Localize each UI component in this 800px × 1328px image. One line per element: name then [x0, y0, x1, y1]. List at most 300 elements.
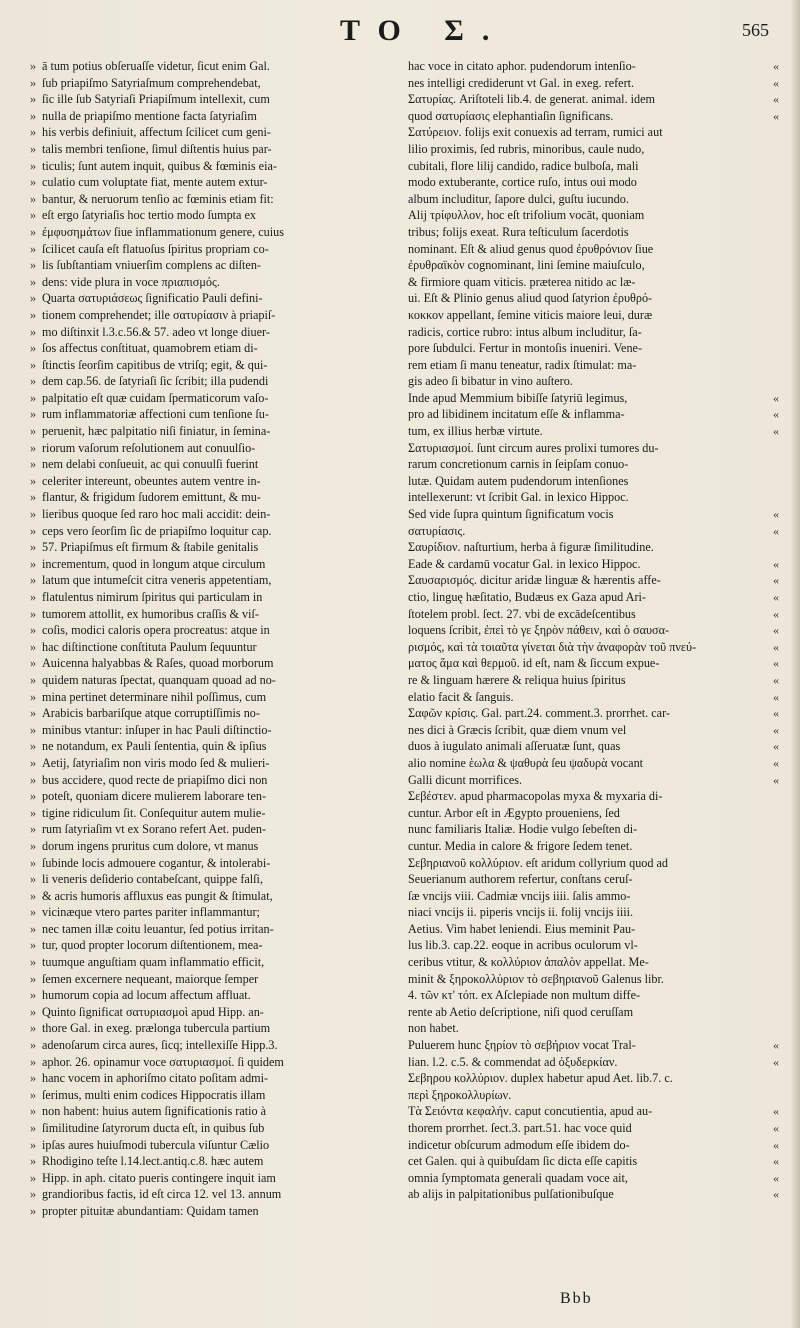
quote-mark: »	[30, 888, 37, 903]
text-line	[30, 423, 385, 440]
line-text: loquens ſcribit, ἐπεὶ τὸ γε ξηρὸν πάθειν, καὶ ὁ σαυσα-	[408, 623, 670, 638]
page-number: 565	[742, 20, 769, 40]
text-line	[408, 423, 766, 440]
line-text: σατυρίασις.	[408, 523, 466, 538]
line-text: ἐμφυσημάτων ſiue inflammationum genere, cuius	[42, 224, 284, 239]
text-line	[30, 622, 385, 639]
margin-mark: «	[773, 1121, 779, 1135]
text-line	[408, 622, 766, 639]
margin-mark: «	[773, 1154, 779, 1169]
page-edge-shadow	[790, 0, 800, 1328]
line-text: adenoſarum circa aures, ſicq; intellexiſſe Hipp.3.	[42, 1038, 278, 1053]
signature-mark: Bbb	[560, 1290, 593, 1307]
quote-mark: »	[30, 739, 37, 754]
text-line	[30, 75, 385, 92]
line-text: ἐρυθραϊκὸν cognominant, lini ſemine maiuſculo,	[408, 258, 645, 273]
line-text: 57. Priapiſmus eſt firmum & ſtabile genitalis	[42, 540, 259, 555]
text-line	[408, 655, 766, 672]
right-text-column	[408, 58, 766, 1203]
line-text: Sed vide ſupra quintum ſignificatum vocis	[408, 507, 614, 522]
line-text: ctio, linguę hæſitatio, Budæus ex Gaza apud Ari-	[408, 590, 646, 604]
text-line	[30, 1137, 385, 1154]
line-text: Inde apud Memmium bibiſſe ſatyriū legimus,	[408, 390, 628, 405]
quote-mark: »	[30, 822, 37, 837]
text-line	[408, 340, 766, 357]
text-line	[408, 738, 766, 755]
line-text: dens: vide plura in voce πριαπισμός.	[42, 274, 220, 289]
text-line	[30, 722, 385, 739]
line-text: nunc familiaris Italiæ. Hodie vulgo ſebeſten di-	[408, 822, 638, 837]
line-text: talis membri tenſione, ſimul diſtentis huius par-	[42, 141, 272, 156]
line-text: Quarta σατυριάσεως ſignificatio Pauli defini-	[42, 291, 263, 306]
quote-mark: »	[30, 374, 37, 389]
text-line	[408, 191, 766, 208]
quote-mark: »	[30, 224, 37, 239]
text-line	[408, 1120, 766, 1137]
line-text: coſis, modici caloris opera procreatus: atque in	[42, 623, 270, 638]
line-text: latum que intumeſcit citra veneris appetentiam,	[42, 573, 272, 588]
text-line	[30, 888, 385, 905]
quote-mark: »	[30, 457, 37, 472]
line-text: Quinto ſignificat σατυριασμοὶ apud Hipp. an-	[42, 1004, 264, 1019]
text-line	[408, 689, 766, 706]
margin-mark: «	[773, 556, 779, 571]
line-text: Hipp. in aph. citato pueris contingere inquit iam	[42, 1170, 276, 1185]
line-text: lis ſubſtantiam vniuerſim complens ac diſten-	[42, 258, 261, 273]
text-line	[30, 689, 385, 706]
line-text: ſtinctis ſeorſim capitibus de vtriſq; egit, & qui-	[42, 357, 268, 372]
margin-mark: «	[773, 59, 779, 73]
margin-mark: «	[773, 672, 779, 687]
line-text: mina pertinet determinare nihil poſſimus, cum	[42, 689, 267, 704]
text-line	[30, 672, 385, 689]
text-line	[408, 1186, 766, 1203]
line-text: lus lib.3. cap.22. eoque in acribus oculorum vl-	[408, 938, 638, 953]
page-header	[0, 14, 800, 50]
line-text: Σαφῶν κρίσις. Gal. part.24. comment.3. prorrhet. car-	[408, 706, 670, 721]
line-text: pore ſubdulci. Fertur in montoſis inueniri. Vene-	[408, 341, 643, 356]
quote-mark: »	[30, 639, 37, 654]
quote-mark: »	[30, 274, 37, 289]
text-line	[408, 1037, 766, 1054]
line-text: 4. τῶν κτ' τόπ. ex Aſclepiade non multum diffe-	[408, 988, 641, 1003]
line-text: Σαυσαρισμός. dicitur aridæ linguæ & hærentis affe-	[408, 573, 661, 588]
line-text: Auicenna halyabbas & Raſes, quoad morborum	[42, 656, 274, 671]
text-line	[30, 340, 385, 357]
text-line	[30, 855, 385, 872]
text-line	[30, 241, 385, 258]
line-text: nulla de priapiſmo mentione facta ſatyriaſim	[42, 108, 257, 123]
quote-mark: »	[30, 175, 37, 190]
margin-mark: «	[773, 689, 779, 704]
text-line	[30, 274, 385, 291]
quote-mark: »	[30, 689, 37, 704]
margin-mark: «	[773, 772, 779, 787]
text-line	[408, 473, 766, 490]
margin-mark: «	[773, 407, 779, 422]
text-line	[408, 207, 766, 224]
running-title: TO Σ.	[340, 14, 508, 47]
line-text: lilio proximis, ſed rubris, minoribus, caule nudo,	[408, 141, 645, 156]
line-text: his verbis definiuit, affectum ſcilicet cum geni-	[42, 125, 271, 140]
text-line	[30, 307, 385, 324]
line-text: Τὰ Σειόντα κεφαλήν. caput concutientia, apud au-	[408, 1104, 653, 1119]
margin-mark: «	[773, 590, 779, 604]
text-line	[30, 141, 385, 158]
text-line	[408, 523, 766, 540]
line-text: tur, quod propter locorum diſtentionem, mea-	[42, 938, 263, 953]
text-line	[408, 124, 766, 141]
text-line	[30, 556, 385, 573]
text-line	[30, 921, 385, 938]
line-text: ipſas aures huiuſmodi tubercula viſuntur Cælio	[42, 1137, 270, 1152]
text-line	[30, 655, 385, 672]
line-text: dorum ingens pruritus cum dolore, vt manus	[42, 838, 259, 853]
quote-mark: »	[30, 656, 37, 671]
margin-mark: «	[773, 755, 779, 770]
text-line	[408, 307, 766, 324]
text-line	[30, 572, 385, 589]
quote-mark: »	[30, 108, 37, 123]
line-text: Eade & cardamū vocatur Gal. in lexico Hippoc.	[408, 556, 641, 571]
margin-mark: «	[773, 507, 779, 522]
text-line	[30, 440, 385, 457]
line-text: & acris humoris affluxus eas pungit & ſtimulat,	[42, 888, 273, 903]
text-line	[30, 390, 385, 407]
text-line	[30, 506, 385, 523]
line-text: Seuerianum authorem refertur, conſtans ceruſ-	[408, 872, 633, 887]
quote-mark: »	[30, 921, 37, 936]
quote-mark: »	[30, 540, 37, 555]
line-text: rarum concretionum carnis in ſeipſam conuo-	[408, 457, 629, 472]
line-text: elatio facit & ſanguis.	[408, 689, 514, 704]
margin-mark: «	[773, 1137, 779, 1152]
line-text: Σατυρίας. Ariſtoteli lib.4. de generat. animal. idem	[408, 92, 656, 107]
margin-mark: «	[773, 639, 779, 654]
text-line	[408, 390, 766, 407]
line-text: quod σατυρίασις elephantiaſin ſignificans.	[408, 108, 614, 123]
line-text: niaci vncijs ii. piperis vncijs ii. folij vncijs iiii.	[408, 905, 634, 920]
line-text: tum, ex illius herbæ virtute.	[408, 424, 543, 439]
line-text: Galli dicunt morrifices.	[408, 772, 523, 787]
text-line	[408, 1103, 766, 1120]
text-line	[408, 1054, 766, 1071]
margin-mark: «	[773, 523, 779, 538]
margin-mark: «	[773, 656, 779, 671]
line-text: alio nomine ἑωλα & ψαθυρὰ ſeu ψαδυρὰ vocant	[408, 755, 644, 770]
text-line	[408, 108, 766, 125]
quote-mark: »	[30, 938, 37, 953]
text-line	[30, 606, 385, 623]
line-text: ab alijs in palpitationibus pulſationibuſque	[408, 1187, 614, 1202]
quote-mark: »	[30, 805, 37, 820]
text-line	[408, 954, 766, 971]
text-line	[408, 589, 766, 606]
text-line	[30, 1037, 385, 1054]
text-line	[408, 357, 766, 374]
text-line	[30, 1004, 385, 1021]
quote-mark: »	[30, 523, 37, 538]
margin-mark: «	[773, 1038, 779, 1053]
text-line	[30, 821, 385, 838]
text-line	[30, 589, 385, 606]
line-text: Aetius. Vim habet leniendi. Eius meminit Pau-	[408, 921, 636, 936]
line-text: rem etiam ſi manu teneatur, radix ſtimulat: ma-	[408, 357, 637, 372]
line-text: ceps vero ſeorſim ſic de priapiſmo loquitur cap.	[42, 523, 272, 538]
text-line	[30, 738, 385, 755]
line-text: tuumque anguſtiam quam inflammatio efficit,	[42, 955, 265, 970]
line-text: ticulis; ſunt autem inquit, quibus & fœminis eia-	[42, 158, 277, 173]
line-text: eſt ergo ſatyriaſis hoc tertio modo ſumpta ex	[42, 208, 257, 223]
text-line	[408, 1020, 766, 1037]
line-text: mo diſtinxit l.3.c.56.& 57. adeo vt longe diuer-	[42, 324, 270, 339]
quote-mark: »	[30, 573, 37, 588]
quote-mark: »	[30, 855, 37, 870]
text-line	[408, 406, 766, 423]
text-line	[30, 1170, 385, 1187]
quote-mark: »	[30, 590, 37, 604]
text-line	[30, 224, 385, 241]
line-text: lian. l.2. c.5. & commendat ad ὀξυδερκίαν.	[408, 1054, 618, 1069]
text-line	[408, 772, 766, 789]
line-text: nes dici à Græcis ſcribit, quæ diem vnum vel	[408, 722, 627, 737]
line-text: rente ab Aetio deſcriptione, niſi quod ceruſſam	[408, 1004, 634, 1019]
line-text: minibus vtantur: inſuper in hac Pauli diſtinctio-	[42, 722, 272, 737]
text-line	[30, 639, 385, 656]
line-text: Σαυρίδιον. naſturtium, herba à figuræ ſimilitudine.	[408, 540, 654, 555]
line-text: περὶ ξηροκολλυρίων.	[408, 1087, 512, 1102]
quote-mark: »	[30, 1004, 37, 1019]
line-text: flatulentus nimirum ſpiritus qui particulam in	[42, 590, 263, 604]
quote-mark: »	[30, 872, 37, 887]
text-line	[408, 606, 766, 623]
text-line	[408, 539, 766, 556]
left-text-column	[30, 58, 385, 1220]
line-text: thore Gal. in exeg. prælonga tubercula partium	[42, 1021, 271, 1036]
quote-mark: »	[30, 125, 37, 140]
text-line	[408, 456, 766, 473]
text-line	[30, 1120, 385, 1137]
margin-mark: «	[773, 706, 779, 721]
text-line	[30, 257, 385, 274]
text-line	[30, 871, 385, 888]
line-text: rum inflammatoriæ affectioni cum tenſione ſu-	[42, 407, 269, 422]
text-line	[30, 489, 385, 506]
text-line	[30, 174, 385, 191]
line-text: ſtotelem probl. ſect. 27. vbi de excādeſcentibus	[408, 606, 636, 621]
line-text: ſos affectus conſtituat, quamobrem etiam di-	[42, 341, 258, 356]
margin-mark: «	[773, 1104, 779, 1119]
text-line	[30, 1153, 385, 1170]
text-line	[30, 207, 385, 224]
line-text: flantur, & frigidum ſudorem emittunt, & mu-	[42, 490, 261, 505]
text-line	[408, 158, 766, 175]
line-text: Rhodigino teſte l.14.lect.antiq.c.8. hæc autem	[42, 1154, 264, 1169]
line-text: hac diſtinctione conſtituta Paulum ſequuntur	[42, 639, 257, 654]
quote-mark: »	[30, 158, 37, 173]
line-text: hanc vocem in aphoriſmo citato poſitam admi-	[42, 1071, 269, 1086]
quote-mark: »	[30, 59, 37, 73]
quote-mark: »	[30, 241, 37, 256]
line-text: indicetur obſcurum admodum eſſe ibidem do-	[408, 1137, 630, 1152]
line-text: Aetij, ſatyriaſim non viris modo ſed & mulieri-	[42, 755, 270, 770]
line-text: & firmiore quam viticis. præterea nitido ac læ-	[408, 274, 636, 289]
quote-mark: »	[30, 208, 37, 223]
line-text: quidem naturas ſpectat, quanquam quoad ad no-	[42, 672, 276, 687]
margin-mark: «	[773, 424, 779, 439]
line-text: ſæ vncijs viii. Cadmiæ vncijs iiii. ſalis ammo-	[408, 888, 631, 903]
line-text: ſcilicet cauſa eſt flatuoſus ſpiritus propriam co-	[42, 241, 269, 256]
line-text: humorum copia ad locum affectum affluat.	[42, 988, 251, 1003]
quote-mark: »	[30, 706, 37, 721]
line-text: ρισμός, καὶ τὰ τοιαῦτα γίνεται διὰ τὴν ἀναφορὰν τοῦ πνεύ-	[408, 639, 697, 654]
text-line	[408, 1153, 766, 1170]
text-line	[30, 954, 385, 971]
text-line	[30, 1070, 385, 1087]
text-line	[30, 755, 385, 772]
quote-mark: »	[30, 473, 37, 488]
line-text: re & linguam hærere & reliqua huius ſpiritus	[408, 672, 626, 687]
line-text: gis adeo ſi bibatur in vino auſtero.	[408, 374, 573, 389]
line-text: Puluerem hunc ξηρίον τὸ σεβήριον vocat Tral-	[408, 1038, 636, 1053]
text-line	[408, 821, 766, 838]
text-line	[408, 722, 766, 739]
line-text: Σεβηριανοῦ κολλύριον. eſt aridum collyrium quod ad	[408, 855, 669, 870]
quote-mark: »	[30, 971, 37, 986]
text-line	[30, 838, 385, 855]
text-line	[408, 788, 766, 805]
quote-mark: »	[30, 407, 37, 422]
margin-mark: «	[773, 606, 779, 621]
text-line	[30, 539, 385, 556]
text-line	[30, 91, 385, 108]
quote-mark: »	[30, 357, 37, 372]
text-line	[30, 788, 385, 805]
line-text: hac voce in citato aphor. pudendorum intenſio-	[408, 59, 636, 73]
quote-mark: »	[30, 789, 37, 804]
text-line	[30, 523, 385, 540]
line-text: ſub priapiſmo Satyriaſmum comprehendebat,	[42, 75, 261, 90]
line-text: grandioribus factis, id eſt circa 12. vel 13. annum	[42, 1187, 282, 1202]
line-text: dem cap.56. de ſatyriaſi ſic ſcribit; illa pudendi	[42, 374, 269, 389]
line-text: bus accidere, quod recte de priapiſmo dici non	[42, 772, 268, 787]
text-line	[408, 75, 766, 92]
line-text: ſic ille ſub Satyriaſi Priapiſmum intellexit, cum	[42, 92, 270, 107]
line-text: cet Galen. qui à quibuſdam ſic dicta eſſe capitis	[408, 1154, 638, 1169]
quote-mark: »	[30, 1154, 37, 1169]
text-line	[408, 241, 766, 258]
line-text: ſubinde locis admouere cogantur, & intolerabi-	[42, 855, 271, 870]
text-line	[30, 1087, 385, 1104]
text-line	[408, 672, 766, 689]
line-text: cuntur. Media in calore & frigore ſedem tenet.	[408, 838, 633, 853]
line-text: lieribus quoque ſed raro hoc mali accidit: dein-	[42, 507, 271, 522]
text-line	[408, 141, 766, 158]
line-text: thorem prorrhet. ſect.3. part.51. hac voce quid	[408, 1121, 632, 1135]
text-line	[408, 705, 766, 722]
line-text: nes intelligi crediderunt vt Gal. in exeg. refert.	[408, 75, 635, 90]
margin-mark: «	[773, 623, 779, 638]
line-text: κοκκον appellant, ſemine viticis maiore leui, duræ	[408, 307, 653, 322]
margin-mark: «	[773, 390, 779, 405]
text-line	[408, 572, 766, 589]
quote-mark: »	[30, 424, 37, 439]
quote-mark: »	[30, 1170, 37, 1185]
line-text: bantur, & neruorum tenſio ac fœminis etiam fit:	[42, 191, 274, 206]
text-line	[30, 971, 385, 988]
line-text: peruenit, hæc palpitatio niſi finiatur, in ſemina-	[42, 424, 271, 439]
text-line	[408, 805, 766, 822]
quote-mark: »	[30, 722, 37, 737]
line-text: cuntur. Arbor eſt in Ægypto proueniens, ſed	[408, 805, 620, 820]
text-line	[408, 855, 766, 872]
line-text: Σατύρειον. folijs exit conuexis ad terram, rumici aut	[408, 125, 663, 140]
text-line	[30, 191, 385, 208]
line-text: tumorem attollit, ex humoribus craſſis & viſ-	[42, 606, 259, 621]
text-line	[408, 257, 766, 274]
line-text: intellexerunt: vt ſcribit Gal. in lexico Hippoc.	[408, 490, 629, 505]
line-text: ματος ἅμα καὶ θερμοῦ. id eſt, nam & ſiccum expue-	[408, 656, 660, 671]
quote-mark: »	[30, 291, 37, 306]
text-line	[408, 639, 766, 656]
line-text: nec tamen illæ coitu leuantur, ſed potius irritan-	[42, 921, 274, 936]
text-line	[30, 805, 385, 822]
text-line	[30, 705, 385, 722]
quote-mark: »	[30, 672, 37, 687]
quote-mark: »	[30, 1104, 37, 1119]
quote-mark: »	[30, 1187, 37, 1202]
quote-mark: »	[30, 92, 37, 107]
margin-mark: «	[773, 573, 779, 588]
quote-mark: »	[30, 1203, 37, 1218]
quote-mark: »	[30, 838, 37, 853]
line-text: lutæ. Quidam autem pudendorum intenſiones	[408, 473, 629, 488]
text-line	[30, 324, 385, 341]
quote-mark: »	[30, 1021, 37, 1036]
text-line	[408, 871, 766, 888]
text-line	[408, 1137, 766, 1154]
line-text: album includitur, ſapore dulci, guſtu iucundo.	[408, 191, 629, 206]
line-text: culatio cum voluptate fiat, mente autem extur-	[42, 175, 268, 190]
text-line	[408, 506, 766, 523]
text-line	[30, 158, 385, 175]
margin-mark: «	[773, 739, 779, 754]
text-line	[30, 373, 385, 390]
margin-mark: «	[773, 1170, 779, 1185]
line-text: ā tum potius obſeruaſſe videtur, ſicut enim Gal.	[42, 59, 270, 73]
margin-mark: «	[773, 722, 779, 737]
text-line	[30, 1054, 385, 1071]
line-text: Alij τρίφυλλον, hoc eſt trifolium vocāt, quoniam	[408, 208, 645, 223]
text-line	[408, 1087, 766, 1104]
text-line	[30, 987, 385, 1004]
line-text: cubitali, flore lilij candido, radice bulboſa, mali	[408, 158, 639, 173]
text-line	[408, 937, 766, 954]
text-line	[408, 1170, 766, 1187]
text-line	[30, 456, 385, 473]
line-text: pro ad libidinem incitatum eſſe & inflamma-	[408, 407, 625, 422]
quote-mark: »	[30, 341, 37, 356]
line-text: tionem comprehendet; ille σατυρίασιν à priapiſ-	[42, 307, 276, 322]
text-line	[30, 1203, 385, 1220]
quote-mark: »	[30, 258, 37, 273]
quote-mark: »	[30, 390, 37, 405]
line-text: non habent: huius autem ſignificationis ratio à	[42, 1104, 267, 1119]
quote-mark: »	[30, 75, 37, 90]
margin-mark: «	[773, 1187, 779, 1202]
line-text: ui. Eſt & Plinio genus aliud quod ſatyrion ἐρυθρό-	[408, 291, 653, 306]
text-line	[30, 904, 385, 921]
